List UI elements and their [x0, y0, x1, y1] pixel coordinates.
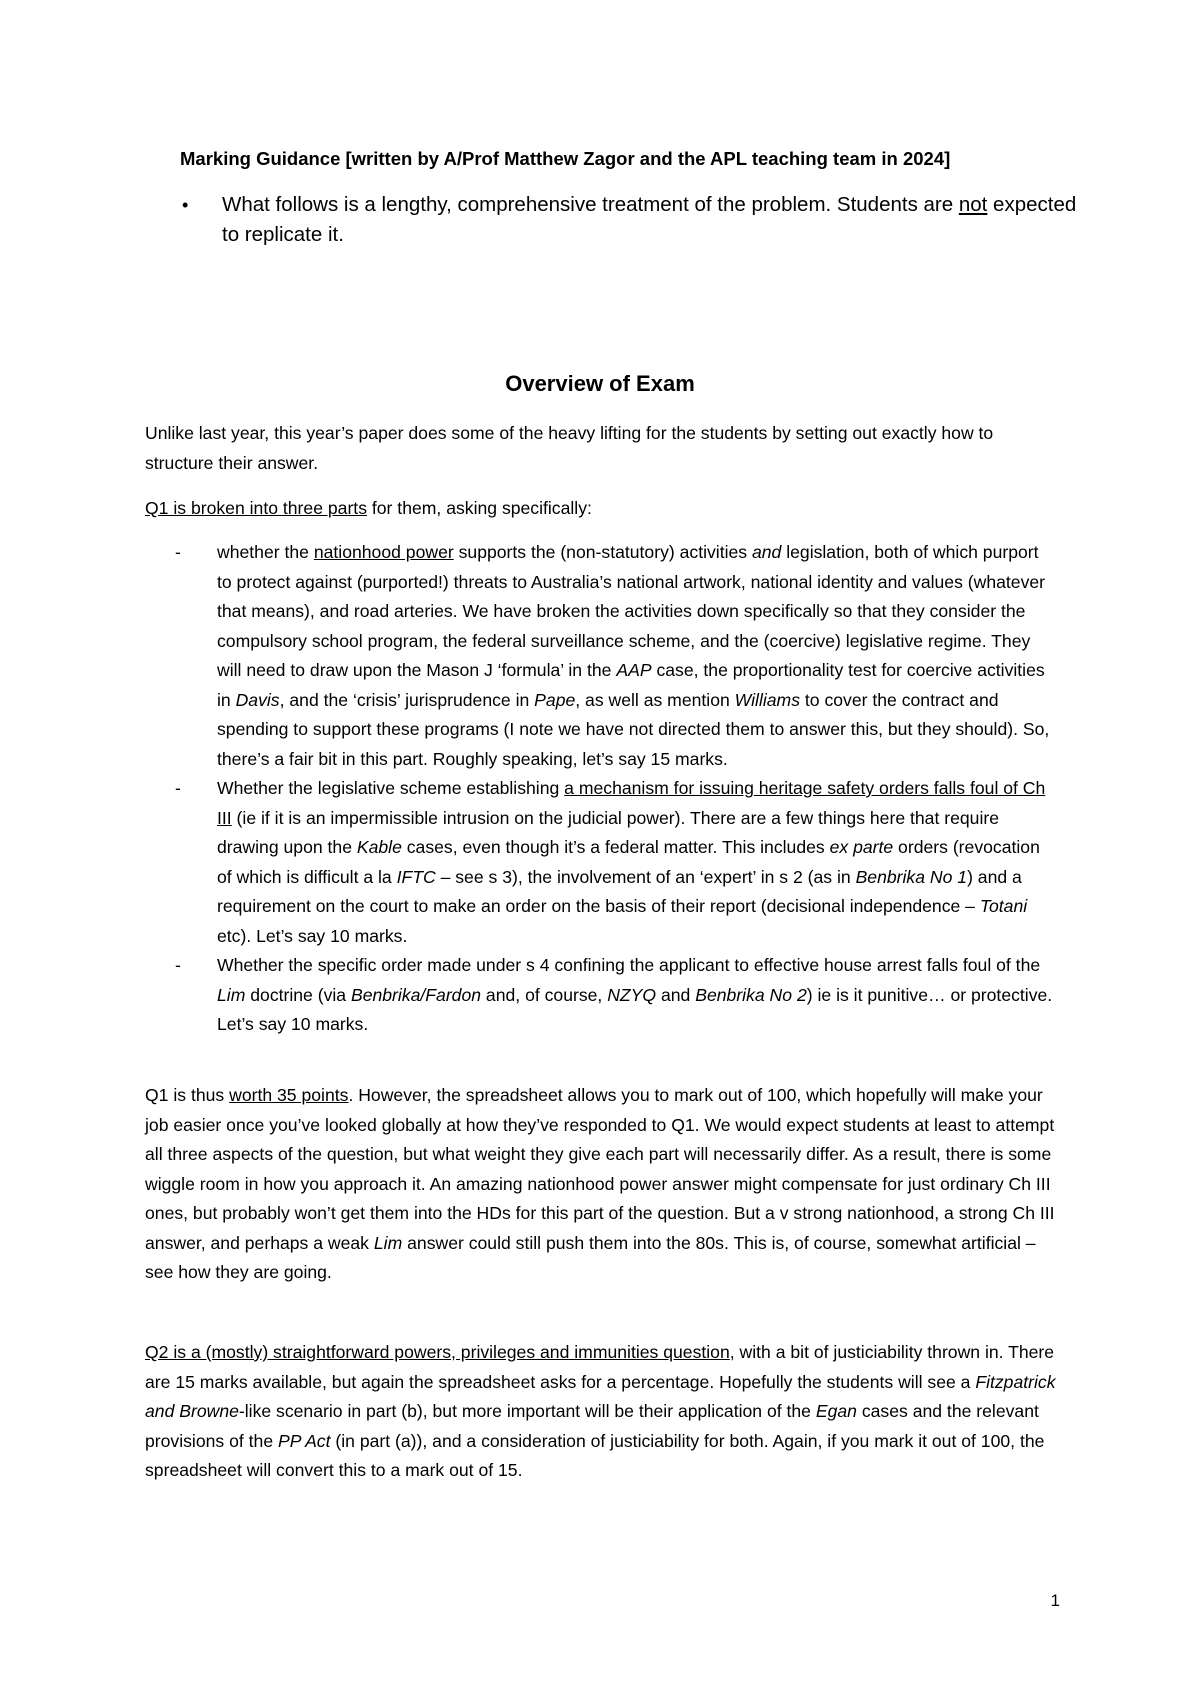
dash-marker: - — [175, 955, 181, 975]
q1-worth-paragraph — [145, 1081, 1060, 1288]
italic-run: Benbrika No 2 — [695, 984, 807, 1005]
italic-run: PP Act — [278, 1430, 331, 1451]
underlined-run: nationhood power — [313, 542, 454, 562]
text-run: Q1 is thus — [145, 1085, 230, 1105]
text-run: cases and the relevant provisions of the — [145, 1401, 1039, 1451]
list-item — [175, 774, 1055, 951]
text-run: answer could still push them into the 80s. This is, of course, somewhat artificial – see how they are going. — [145, 1232, 1036, 1282]
text-run: cases, even though it’s a federal matter. This includes — [401, 837, 830, 857]
q2-paragraph — [145, 1338, 1060, 1486]
list-item — [175, 951, 1055, 1040]
text-run: orders (revocation of which is difficult a la — [217, 837, 1040, 887]
list-item — [175, 538, 1055, 774]
text-run: to cover the contract and spending to support these programs (I note we have not directed them to answer this, but they should). So, there’s a fair bit in this part. Roughly speaking, let’s say 15 marks. — [217, 689, 1050, 769]
text-run: -like scenario in part (b), but more important will be their application of the — [238, 1401, 816, 1421]
q1-intro-rest: for them, asking specifically: — [367, 498, 592, 518]
italic-run: IFTC — [396, 866, 436, 887]
italic-run: Egan — [815, 1401, 857, 1421]
text-run: (in part (a)), and a consideration of justiciability for both. Again, if you mark it out of 100, the spreadsheet will convert this to a mark out of 15. — [145, 1430, 1045, 1480]
q1-intro-paragraph — [145, 494, 1060, 524]
text-run: and — [656, 984, 696, 1005]
italic-run: Kable — [356, 837, 402, 857]
list-item-text — [217, 774, 1055, 951]
bullet-list — [180, 190, 1080, 250]
italic-run: Davis — [235, 689, 280, 710]
text-run: , and the ‘crisis’ jurisprudence in — [279, 689, 535, 710]
text-run: – see s 3), the involvement of an ‘expert’ in s 2 (as in — [435, 866, 856, 887]
text-run: , with a bit of justiciability thrown in. There are 15 marks available, but again the spreadsheet asks for a percentage. Hopefully the students will see a — [145, 1342, 1055, 1392]
underlined-run: worth 35 points — [229, 1085, 349, 1105]
text-run: , as well as mention — [575, 689, 735, 710]
text-run: case, the proportionality test for coercive activities in — [217, 660, 1045, 710]
text-run: legislation, both of which purport to protect against (purported!) threats to Australia’s national artwork, national identity and values (whatever that means), and road arteries. We have broken the activities down specifically so that they consider the compulsory school program, the federal surveillance scheme, and the (coercive) legislative regime. They will need to draw upon the Mason J ‘formula’ in the — [217, 542, 1046, 680]
italic-run: NZYQ — [607, 984, 657, 1005]
dash-marker: - — [175, 542, 181, 562]
bullet-text-part: expected to replicate it. — [222, 193, 1077, 246]
marking-guidance-heading: Marking Guidance [written by A/Prof Matthew Zagor and the APL teaching team in 2024] — [180, 148, 951, 169]
underlined-run: a mechanism for issuing heritage safety orders falls foul of Ch III — [217, 778, 1046, 828]
text-run: ) ie is it punitive… or protective. Let’s say 10 marks. — [217, 984, 1053, 1034]
text-run: and, of course, — [481, 984, 608, 1005]
italic-run: Benbrika No 1 — [855, 866, 968, 887]
text-run: ) and a requirement on the court to make an order on the basis of their report (decisional independence – — [217, 866, 1022, 916]
italic-run: Totani — [979, 896, 1028, 916]
bullet-text-part: What follows is a lengthy, comprehensive treatment of the problem. Students are — [222, 193, 959, 216]
text-run: Whether the legislative scheme establishing — [217, 778, 565, 798]
text-run: Whether the specific order made under s 4 confining the applicant to effective house arrest falls foul of the — [217, 955, 1041, 975]
section-title: Overview of Exam — [505, 371, 695, 396]
underlined-run: Q2 is a (mostly) straightforward powers, privileges and immunities question — [145, 1342, 730, 1362]
q1-underlined-phrase: Q1 is broken into three parts — [145, 498, 367, 518]
page-number: 1 — [1050, 1591, 1060, 1610]
list-item-text — [217, 951, 1055, 1040]
bullet-text — [222, 190, 1080, 250]
italic-run: Lim — [217, 984, 246, 1005]
italic-run: Pape — [534, 689, 576, 710]
text-run: (ie if it is an impermissible intrusion on the judicial power). There are a few things here that require drawing upon the — [217, 807, 999, 857]
italic-run: Fitzpatrick and Browne — [145, 1371, 1056, 1421]
text-run: doctrine (via — [245, 984, 351, 1005]
dash-marker: - — [175, 778, 181, 798]
text-run: supports the (non-statutory) activities — [453, 542, 752, 562]
text-run: etc). Let’s say 10 marks. — [217, 925, 408, 946]
intro-paragraph: Unlike last year, this year’s paper does some of the heavy lifting for the students by setting out exactly how to structure their answer. — [145, 423, 994, 473]
list-item-text — [217, 538, 1055, 774]
italic-run: and — [751, 542, 782, 562]
italic-run: Williams — [734, 689, 800, 710]
text-run: . However, the spreadsheet allows you to mark out of 100, which hopefully will make your job easier once you’ve looked globally at how they’ve responded to Q1. We would expect students at least to attempt all three aspects of the question, but what weight they give each part will necessarily differ. As a result, there is some wiggle room in how you approach it. An amazing nationhood power answer might compensate for just ordinary Ch III ones, but probably won’t get them into the HDs for this part of the question. But a v strong nationhood, a strong Ch III answer, and perhaps a weak — [145, 1085, 1055, 1253]
bullet-underlined-word: not — [958, 193, 988, 216]
q1-parts-list — [175, 538, 1055, 1040]
italic-run: AAP — [616, 660, 652, 680]
text-run: whether the — [217, 542, 314, 562]
bullet-item — [180, 190, 1080, 250]
italic-run: Benbrika/Fardon — [350, 984, 482, 1005]
bullet-marker: • — [182, 195, 189, 215]
italic-run: Lim — [373, 1232, 403, 1253]
italic-run: ex parte — [829, 837, 894, 857]
